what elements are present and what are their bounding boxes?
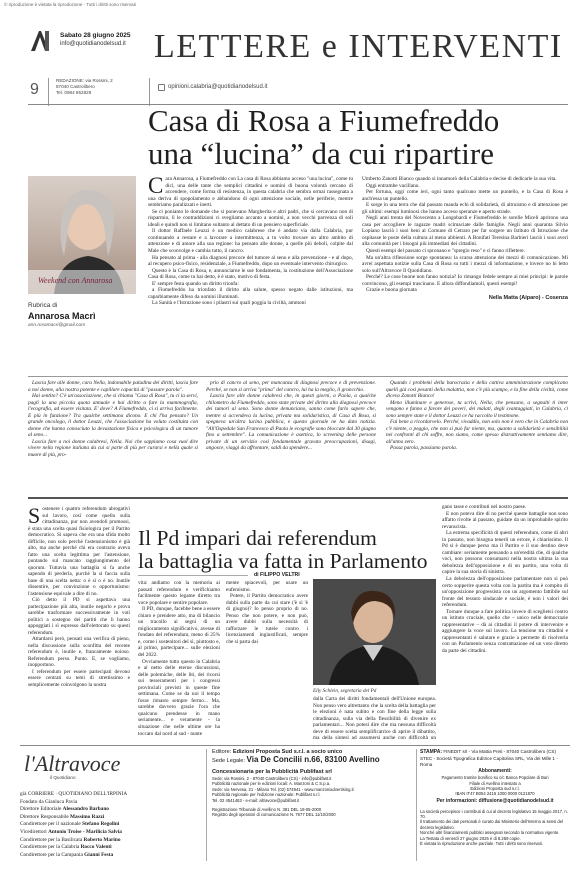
staff-list bbox=[20, 791, 200, 859]
subscription-line: Filiale di Avellino intestato a bbox=[469, 780, 521, 786]
staff-row bbox=[20, 814, 200, 822]
staff-label: Condirettore per la Campania bbox=[20, 851, 83, 858]
ad-agency: Concessionaria per la Pubblicità Publifast srl bbox=[212, 769, 332, 775]
article2-column-1 bbox=[28, 503, 130, 688]
masthead bbox=[28, 22, 568, 102]
staff-label: Condirettore per la Basilicata bbox=[20, 836, 83, 843]
paragraph: Perché? Le cose buone non fanno notizia? Io rimango fedele sempre ai miei principi: le parole convincono, gli esempi trascinano. E allora diffondiamoli, questi esempi! bbox=[362, 274, 568, 287]
divider bbox=[138, 575, 248, 576]
paragraph: a Fiumefreddo ha trionfato il diritto alla salute, spesso negato dalle istituzioni, ma caparbiamente difeso da uomini illuminati. bbox=[148, 287, 353, 300]
paragraph: Questi esempi del passato ci spronano e "spregio reso" e ci fanno riflettere. bbox=[366, 248, 525, 255]
subscription-line: IBAN IT47 B054 2415 1000 0000 0121870 bbox=[455, 791, 535, 797]
staff-label: già CORRIERE · QUOTIDIANO DELL'IRPINIA bbox=[20, 791, 128, 797]
divider bbox=[20, 745, 570, 746]
redaction-line: Tel. 0984 852828 bbox=[56, 90, 92, 95]
paragraph: Passa parola, passiamo parola. bbox=[390, 445, 458, 452]
footer-logo-subtitle: il Quotidiano bbox=[50, 775, 76, 780]
staff-label: Fondato da Gianluca Pavia bbox=[20, 798, 78, 805]
hq-label: Sede Legale: bbox=[212, 758, 245, 764]
reply-column-3 bbox=[386, 380, 568, 452]
paragraph: Grazie e buona giornata bbox=[366, 287, 417, 294]
staff-row bbox=[20, 829, 200, 837]
paragraph: E non poteva dire di no perché queste battaglie non sono affatto rivolte al passato, guidate da un improbabile spirito revanscista. bbox=[442, 510, 568, 530]
dropcap: C bbox=[148, 173, 164, 198]
footer-logo: l'Altravoce bbox=[24, 751, 121, 776]
reply-column-2 bbox=[206, 380, 376, 452]
redaction-line: REDAZIONE: via Rossini, 2 bbox=[56, 78, 113, 83]
author-role: Rubrica di bbox=[28, 302, 58, 309]
staff-row bbox=[20, 799, 200, 807]
paragraph: ostenere i quattro referendum abrogativi sul lavoro, così come quello sulla cittadinanza, pur non avendoli promossi, è stata una scelta quasi fisiologica per il Partito democratico. Si sapeva che era una sfida molto difficile, non solo perché l'astensionismo è già alto, ma anche perché chi era contrario aveva fatto una scelta legittima per l'astensione, puntando sul mancato raggiungimento del quorum. Tuttavia una battaglia si fa anche sapendo di perderla, purché la si faccia sulla base di una scelta netta: o è sì o è no. Inutile dissentire, per convinzione o opportunismo: l'astensione equivale a dire di no. bbox=[28, 506, 130, 597]
paragraph: Umberto Zanotti Bianco quando si innamorò della Calabria e decise di dedicarle la sua vita. bbox=[362, 176, 557, 182]
divider bbox=[149, 78, 150, 106]
paragraph: Tornare dunque a fare politica invece di sceglietsi contro un istituto cruciale, quello che – unico nelle democrazie rappresentative – dà ai cittadini il potere di intervenire e aggiungere la voce sul lavoro. La tensione tra cittadini e rappresentanti è salutare e grazie a permette di risolverla con un Parlamento senza contrattazione ed un voto diretto da parte dei cittadini. bbox=[442, 608, 568, 655]
headline-line: Casa di Rosa a Fiumefreddo bbox=[148, 103, 500, 138]
letter-signature: Nella Matta (Aiparo) - Cosenza bbox=[488, 294, 568, 301]
article1-column-2 bbox=[362, 176, 568, 301]
paragraph: Il PD, dunque, facebbe bene a essere chiaro e prendere atto, ma di bilancio un tracollo ai segni di un miglioramento significativo, avesse di fondato del referendum, meno di 25% e, come i sostenitori del sì, piuttosto e, al primo, partecipare... sulle elezioni del 2022. bbox=[138, 606, 220, 659]
staff-row bbox=[20, 852, 200, 860]
staff-name: Massimo Razzi bbox=[70, 813, 105, 820]
printer: FINEDIT srl - Via Mattia Preti - 87040 Castrolibero (CS) bbox=[443, 749, 556, 754]
paragraph: Ma un'altra riflessione sorge spontanea: la scarsa attenzione dei mezzi di comunicazione. Mi avrei aspettata notizie sulla Casa di Rosa su tutti i mezzi di informazione, e invece no hi letto solo sull'Altravoce Il Quotidiano. bbox=[362, 254, 568, 274]
hq-address: Via De Concilii n.66, 83100 Avellino bbox=[246, 755, 380, 764]
article2-column-3 bbox=[226, 580, 308, 735]
legal-note: La Testata di venerdì 27 giugno 2025 è di 8.259 copie. bbox=[420, 835, 521, 841]
staff-label: Condirettore per il nazionale bbox=[20, 821, 81, 828]
photo-caption: Elly Schlein, segretaria del Pd bbox=[313, 688, 377, 694]
paragraph: Se ci poniamo le domande che si ponevano Margherita e altri padri, che si cercavano non di risparmio, lì le contraddizioni ci svegliamo accanto a uomini, a non vecchi parvenza di soli ideali e quindi non si limitano soltanto al dettato di un pensiero superficiale. bbox=[148, 208, 353, 228]
paragraph: Quando i problemi della burocrazia e della cattiva amministrazione complicano quelli già così pesanti della malattia, non c'è più scampo, e la fine della civiltà, come diceva Zanotti Bianco! bbox=[386, 380, 568, 400]
edition-date: Sabato 28 giugno 2025 bbox=[60, 32, 131, 39]
staff-row bbox=[20, 806, 200, 814]
publisher-name: Edizioni Proposta Sud s.r.l. a socio unico bbox=[232, 749, 343, 755]
copyright-notice: © riproduzione è vietata la riproduzione · Tutti i diritti sono riservati bbox=[4, 2, 136, 7]
staff-name: Roberto Marino bbox=[83, 836, 121, 843]
legal-note: Nonché altri finanziamenti pubblici assegnati secondo la normativa vigente. bbox=[420, 830, 560, 836]
print-info bbox=[420, 749, 570, 846]
subscriptions-label: Abbonamenti: bbox=[478, 768, 512, 775]
paragraph: Lascia fare alle donne calabresi che, in questi giorni, a Paola, a qualche chilometro da Fiumefreddo, sono state private del diritto alla diagnosi precoce dei tumori al seno. Sono donne denunciano, sanno come farlo sapere che, mentre si accendeva la lucina, privata ma solidaristica, di Casa di Rosa, si spegneva un'altra lucina pubblica, e questo giornale ne ha dato notizia. "All'Ospedale San Francesco di Paola le ecografie sono bloccate dal 30 giugno fino a settembre". La comunicazione è asettica, lo screening delle persone private di un servizio così fondamentale gravato preoccupazioni, disagi, angosce, viaggi da affrontare, saldi da spendere... bbox=[206, 393, 376, 452]
subscription-line: Edizioni Proposta sud s.r.l. bbox=[470, 786, 520, 791]
staff-name: Antonio Troise - Marilicia Salvia bbox=[48, 828, 122, 835]
national-ads: Pubblicità nazionale per le edizioni locali: A. Manzoni & C S.p.a. bbox=[212, 781, 331, 787]
dropcap: S bbox=[28, 503, 41, 528]
article1-headline bbox=[148, 104, 568, 170]
regional-ads: Pubblicità regionale per l'edizione nazionale: Publifast s.r.l. bbox=[212, 792, 321, 798]
staff-label: Condirettore per la Calabria bbox=[20, 844, 80, 851]
regional-ads-contact: Tel. 02 4541463 - e-mail: altravoce@publifast.it bbox=[212, 797, 300, 803]
paragraph: Potere, il Partito democratico avere dubbi sulla parte da cui stare ('è sì 'è di giugno)? Io penso proprio di no. Penso che non potere, e non può, avere dubbi sulla necessità di rafforzare le tutele contro i licenziamenti ingiustificati, sempre che si parta dai bbox=[226, 593, 308, 645]
paragraph: La estrema specificità di questi referendum, come di altri in passato, non bisogna tenerli un errore, è chiarissimo. Il Pd si è dunque perso ma il Partito e il suo destino deve cambiare: seriamente pensando a un'eredità che, di qualche voci, non possono consumarsi nella nostra ultima la sua debolezza dell'opposizione e di un partito, una volta di capire la sua storia di sinistra. bbox=[442, 530, 568, 576]
paragraph: mente spiacevoli, per usare un eufemismo. bbox=[226, 580, 308, 593]
author-email-link[interactable]: ann.rosamacri@gmail.com bbox=[28, 323, 86, 328]
paragraph: Meno illuminare e generose, tu scrivi, Nella, che pensano, a segnalti ti inter vengono e fanno a favore dei poveri, dei malati, degli svantaggiati, in Calabria, ci sono sempre state e il dottor Leuzzi ce ha raccolto il testimone. bbox=[386, 399, 568, 419]
divider bbox=[28, 497, 568, 499]
legal-note: Il trattamento dei dati personali è curato dai Ministerio dell'Interno ai sensi del decreto legislativo. bbox=[420, 819, 564, 830]
article2-column-4-text-rendered bbox=[313, 696, 436, 740]
politician-portrait-icon bbox=[313, 579, 436, 685]
staff-name: Alessandro Barbano bbox=[62, 806, 109, 813]
paragraph: prio di cancro al seno, per mancanza di diagnosi precoce e di prevenzione. Perché, se non si arriva "prima" del cancro, lui ha la meglio, il grancchio. bbox=[206, 380, 376, 393]
headline-line: la battaglia va fatta in Parlamento bbox=[138, 549, 428, 573]
paragraph: Ciò detto il PD si aspettava una partecipazione più alta, inutile negarlo e prova sarebbe trasformare successivamente in voti politici a sostegno dei partiti che li hanno appoggiati i sì espresso dall'elettorato su questi referendum. bbox=[28, 597, 130, 636]
paragraph: vita: andiamo con la memoria ai passati referendum e verifichiamo facilmente questo legame diretto tra voce popolare e sentire popolare. bbox=[138, 580, 220, 606]
staff-label: Direttore Responsabile bbox=[20, 813, 69, 820]
subscription-line: Pagamento tramite bonifico su c/c Banca Popolare di Bari bbox=[441, 775, 549, 781]
divider bbox=[28, 376, 568, 377]
staff-name: Stefano Regolini bbox=[82, 821, 120, 828]
paragraph: gano tasse e contributi nel nostro paese. bbox=[442, 504, 527, 510]
paragraph: Questo è la Casa di Rosa, e, annunciarne le sue fondamenta, la costituzione dell'Associazione Casa di Rosa, come tu hai detto, è è stato, motivo di festa. bbox=[148, 267, 353, 281]
paragraph: ara Annarosa, a Fiumefreddo con La casa di Rosa abbiamo acceso "una lucina", come tu dici, una delle tante che semplici cittadini e uomini di buona volontà cercano di accendere, come forma di resistenza, in questa calabria che sembra ormai rassegnata a una deriva di spopolamento e abbandono di ogni attenzione sociale, nelle periferie, mentre sembriamo paralizzati e inerti. bbox=[148, 176, 353, 209]
colophon bbox=[20, 745, 570, 867]
registration: Registrazione Tribunale di Avellino N. 381 DEL 18-05-2000 bbox=[212, 807, 322, 813]
divider bbox=[416, 749, 417, 861]
redaction-address bbox=[56, 78, 136, 96]
paragraph: Per fortuna, oggi come ieri, ogni tanto qualcuno mette un puntello, e la Casa di Rosa è anch'essa un puntello. bbox=[362, 189, 568, 202]
headline-line: Il Pd impari dai referendum bbox=[138, 526, 377, 550]
redaction-line: 87040 Castrolibero bbox=[56, 84, 95, 89]
legal-note: È vietata la riproduzione anche parziale. Tutti i diritti sono riservati. bbox=[420, 841, 543, 847]
staff-row bbox=[20, 791, 200, 799]
reply-column-1 bbox=[28, 380, 198, 459]
paragraph: Il dottor Raffaele Leuzzi è un medico calabrese che è andato via dalla Calabria, pur continuando a restare e a lavorare a intermittenza, a tu volto trovare un altro ambito di attenzione e di amore alla sua regione: ha pensato alle donne, a quelle più deboli, colpite dal Male che sconvolge e cambia tutto, il cancro. bbox=[148, 228, 353, 255]
headline-line: una “lucina” da cui ripartire bbox=[148, 136, 494, 171]
legal-note: La società percepisce i contributi di cui al decreto legislativo 15 maggio 2017, n. 70. bbox=[420, 808, 568, 820]
paragraph: Negli anni trenta del Novecento a Longobardi e Fiumefreddo le sorelle Miceli aprirono una casa per accogliere le ragazze madri scimaciate dalle famiglie. Negli anni quaranta Silvio Lopiano lasciò i suoi beni al Comune di Cetraro per far sorgere un Istituto di Istruzione che ospitasse le poste della cultura al meno abbienti. A Bonifati Teresina Barbieri lasciò i suoi averi alla comunità per i bisogni più immediati dei cittadini. bbox=[362, 215, 568, 248]
paragraph: Lascia fare alle donne, cara Nella, indomabile paladina dei diritti, lascia fare a noi donne, alla nostra potente e capillare capacità di "passare parola". bbox=[28, 380, 198, 393]
paragraph: Ovviamente tutto questo in Calabria e al netto delle eterne discussioni, delle polemiche, delle liti, dei ricorsi sui tesseramenti per i congressi provinciali previsti in queste fine settimana. Come se da noi il tempo fosse rimasto sempre fermo... Ma, sarebbe davvero grazie l'ora che qualcuno prendesse in mano seriamente... e veramente - la situazione che nelle ultime ore ha toccato dal nord al sud - punte bbox=[138, 658, 220, 735]
mail-icon bbox=[158, 84, 165, 91]
article2-column-5 bbox=[442, 504, 568, 740]
national-ads-address: Sede: via Nervesa, 21 - Milano Tel. (02) 574941 - www.manzoniadvertising.it bbox=[212, 786, 354, 792]
column-title: Weekend con Annarosa bbox=[38, 276, 113, 285]
print-label: STAMPA: bbox=[420, 749, 443, 755]
publisher-label: Editore: bbox=[212, 749, 232, 755]
staff-name: Rocco Valenti bbox=[80, 844, 112, 851]
masthead-email-link[interactable]: info@quotidianodelsud.it bbox=[60, 41, 126, 47]
byline: di FILIPPO VELTRI bbox=[254, 572, 300, 578]
paragraph: Oggi entrambe vacillano. bbox=[366, 182, 420, 189]
newspaper-logo-icon bbox=[28, 28, 54, 54]
paragraph: Fai bene a ricordarvelo. Perché, vivaddio, non solo non è vero che in Calabria non c'è niente, o peggio, che non si può far niente, ma, quanto a solidarietà e sensibilità nei confronti di chi soffre, non siamo, come spesso distruttivamente sentiamo dire, all'anno zero. bbox=[386, 419, 568, 445]
paragraph: La debolezza dell'opposizione parlamentare non si può certo sopperire questa volta con la partita ma è compito di un'opposizione progressista con un argomento fattibile sul fronte del tessuto sindacale e sociale, è non i valori dei referendum. bbox=[442, 576, 568, 609]
opinion-email-link[interactable]: opinioni.calabria@quotidianodelsud.it bbox=[168, 84, 268, 90]
article1-column-1 bbox=[148, 173, 353, 307]
publisher-info bbox=[212, 749, 412, 818]
page-number: 9 bbox=[30, 81, 39, 98]
divider bbox=[48, 78, 49, 106]
section-title: LETTERE e INTERVENTI bbox=[154, 28, 563, 65]
paragraph: E sorge in una terra che dal passato manda echi di solidarietà, di altruismo e di attenzione per gli ultimi: esempi luminosi che hanno acceso speranze e aperto strade. bbox=[362, 202, 568, 215]
paragraph: La Sanità e l'Istruzione sono i pilastri sui quali poggia la civiltà, ammoni bbox=[152, 300, 306, 307]
author-name: Annarosa Macrì bbox=[28, 311, 96, 321]
info-email-link[interactable]: Per informazioni: diffusione@quotidianodelsud.it bbox=[436, 797, 554, 804]
paragraph: I referendum per essere partecipati devono essere centrati su temi di strettissimo e semplicemente coinvolgono la nostra bbox=[28, 668, 130, 688]
staff-row bbox=[20, 844, 200, 852]
article2-column-2 bbox=[138, 580, 220, 735]
staff-name: Gianni Festa bbox=[84, 851, 114, 858]
article2-photo bbox=[313, 579, 436, 685]
staff-label: Vicedirettori bbox=[20, 828, 47, 835]
registry: Registro degli operatori di comunicazione N. 7677 DEL 11/10/2000 bbox=[212, 812, 336, 818]
staff-label: Direttore Editoriale bbox=[20, 806, 62, 813]
paragraph: E' sempre festa quando un diritto trionfa: bbox=[152, 280, 239, 287]
staff-row bbox=[20, 821, 200, 829]
paragraph: Ha pensato al prima - alla diagnosi precoce del tumore al seno e alla prevenzione - e al dopo, al recupero psico-fisico, residenziale, a Fiumefreddo, dopo un eventuale intervento chirurgico. bbox=[148, 254, 353, 268]
paragraph: Attardarsi però, pensati una verifica di pieno, nella discussione sulla sconfitta del recente referendum è, inutile e, francamente noioso. Referendum perso. Punto. E, se vogliamo, inopportuno. bbox=[28, 636, 130, 668]
article2-headline bbox=[138, 527, 438, 573]
paragraph: Lascia fare a noi donne calabresi, Nella. Noi che sappiamo cosa vuol dire vivere nella regione italiana da cui si parte di più per curarsi e nella quale si muore di più, pro- bbox=[28, 438, 198, 459]
staff-row bbox=[20, 837, 200, 845]
ad-agency-address: Sede: via Rossini, 2 - 87040 Castrolibero (CS) - info@publifast.it bbox=[212, 776, 332, 781]
author-box bbox=[28, 176, 136, 356]
divider bbox=[206, 749, 207, 861]
paragraph: dalla Carta dei diritti fondamentali dell'Unione europea. Non penso vero altrettanto che la scelta della battaglia per le elezioni è nata subito e con fine della legge sulla cittadinanza, sulla via della flessibilità di divenire ex parlamentari... Non potesi dire che ma nessuna difficoltà deve di essere scelta semplificatrice di aprire il dibattito, ma della sintesi ad assumersi anche con difficoltà un bbox=[313, 696, 436, 740]
printer-2: STEC - Società Tipografica Editrice Capitolina SRL, Via dei Mille 1 - Roma bbox=[420, 755, 558, 767]
paragraph: Hai sentito? C'è un'associazione, che si chiama "Casa di Rosa", tu ci la servi, pagli la una piccola quota annuale e hai diritto a fare la mammografia, l'ecografia, ad essere visitata. E' dove? A Fiumefreddo, ci si arriva facilmente. E più in funzione? Tra qualche settimana dicono. E chi l'ha pensato? Un grande oncologo, il dottor Leuzzi, che l'associazione ha voluto costituita con donne che hanno conosciuto la devastazione fisica e psicologica di un tumore al seno... bbox=[28, 393, 198, 439]
